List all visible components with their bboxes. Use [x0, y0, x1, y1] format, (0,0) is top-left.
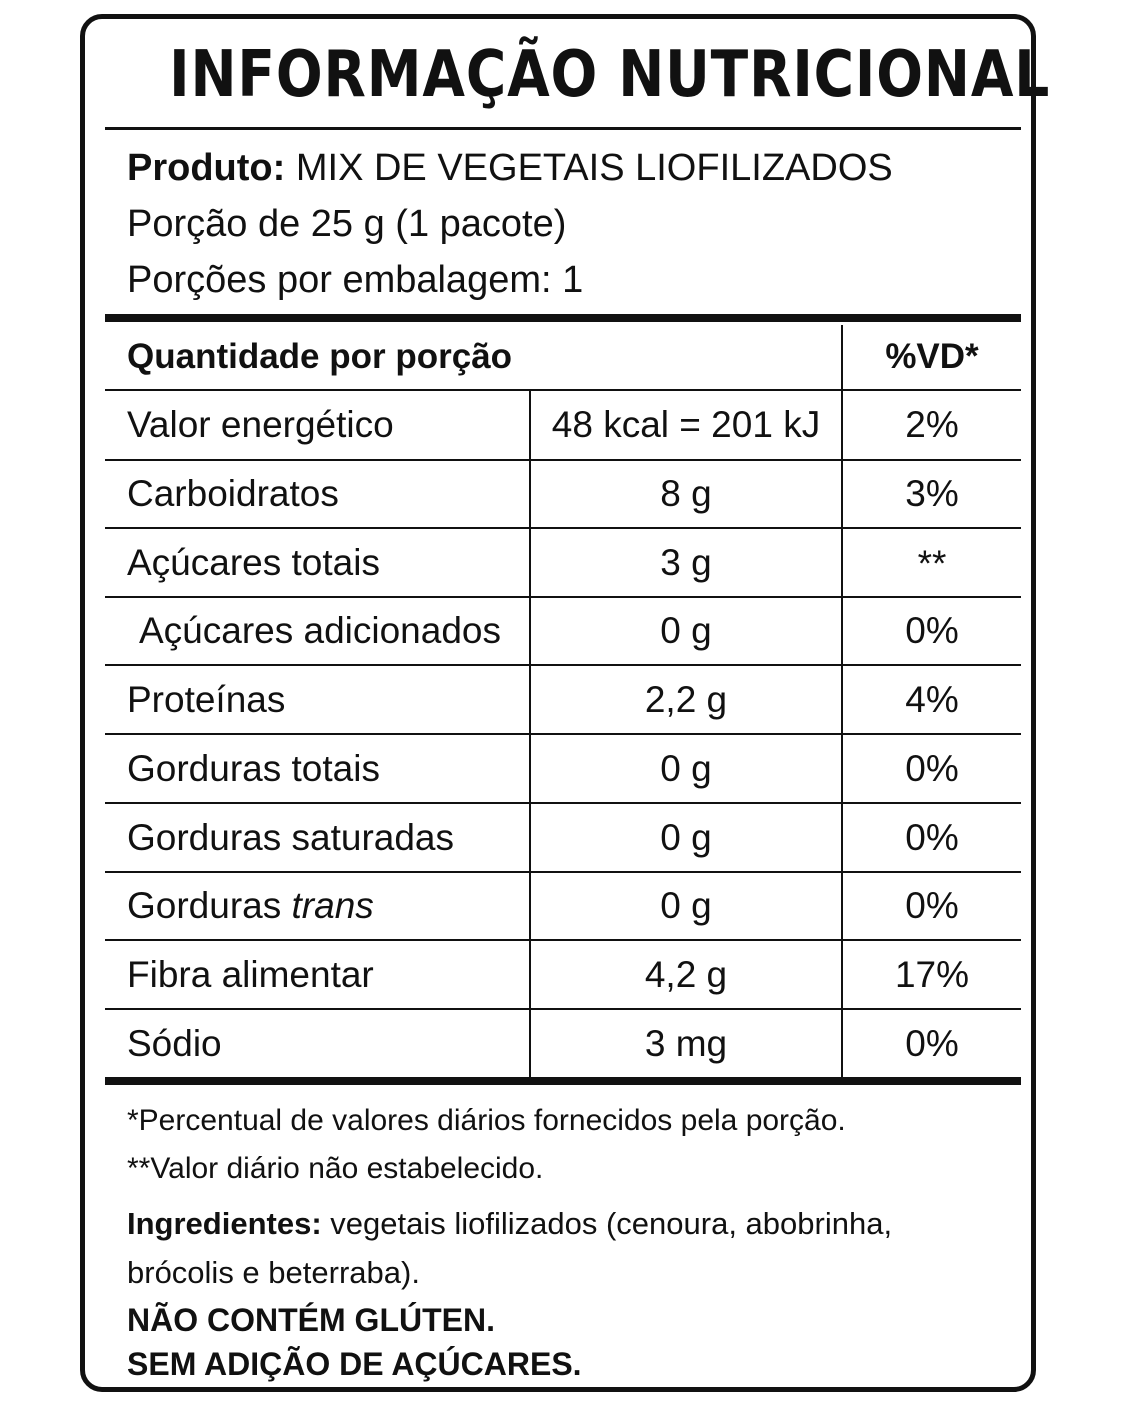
- table-top-rule: [105, 314, 1021, 322]
- nutrient-name: Fibra alimentar: [127, 953, 374, 995]
- nutrient-name: Carboidratos: [127, 473, 339, 514]
- servings-per-package: Porções por embalagem: 1: [127, 259, 584, 301]
- nutrient-name: [127, 873, 374, 939]
- nutrient-amount: 0 g: [529, 598, 841, 664]
- nutrient-vd: 0%: [841, 598, 1021, 664]
- header-quantity-label: Quantidade por porção: [127, 337, 513, 376]
- table-row: [105, 529, 1021, 598]
- table-row: [105, 941, 1021, 1010]
- nutrient-amount: 0 g: [529, 804, 841, 871]
- nutrient-amount: 8 g: [529, 461, 841, 527]
- table-row: [105, 461, 1021, 529]
- table-header-row: [105, 325, 1021, 391]
- nutrient-vd: 0%: [841, 735, 1021, 802]
- title-divider: [105, 127, 1021, 130]
- nutrient-vd: 0%: [841, 873, 1021, 939]
- label-title: INFORMAÇÃO NUTRICIONAL: [169, 38, 1051, 112]
- table-row: [105, 598, 1021, 666]
- table-row: [105, 735, 1021, 804]
- footnote-vd: *Percentual de valores diários fornecidos pela porção.: [127, 1104, 846, 1137]
- ingredients-text: vegetais liofilizados (cenoura, abobrinha,: [330, 1206, 893, 1241]
- ingredients-line: [127, 1204, 892, 1244]
- nutrient-name: Gorduras saturadas: [127, 816, 455, 858]
- product-label: Produto:: [127, 147, 286, 189]
- nutrient-name: Açúcares adicionados: [139, 610, 501, 651]
- nutrient-vd: 17%: [841, 941, 1021, 1008]
- serving-size: Porção de 25 g (1 pacote): [127, 203, 567, 245]
- gluten-notice: NÃO CONTÉM GLÚTEN.: [127, 1302, 495, 1338]
- nutrient-name: Proteínas: [127, 678, 286, 720]
- nutrient-amount: 3 mg: [529, 1010, 841, 1077]
- nutrient-name: Gorduras totais: [127, 747, 380, 789]
- product-name: MIX DE VEGETAIS LIOFILIZADOS: [295, 147, 893, 189]
- table-row: [105, 391, 1021, 461]
- nutrient-name: Sódio: [127, 1022, 222, 1064]
- nutrient-amount: 3 g: [529, 529, 841, 596]
- nutrient-name-italic: trans: [291, 885, 374, 926]
- nutrient-name: Valor energético: [127, 404, 394, 445]
- ingredients-continuation: brócolis e beterraba).: [127, 1255, 420, 1290]
- footnote-not-established: **Valor diário não estabelecido.: [127, 1152, 544, 1185]
- nutrient-name: Açúcares totais: [127, 541, 380, 583]
- nutrient-amount: 48 kcal = 201 kJ: [529, 391, 841, 459]
- product-line: [127, 146, 893, 190]
- nutrient-amount: 2,2 g: [529, 666, 841, 733]
- nutrient-vd: 0%: [841, 804, 1021, 871]
- table-bottom-rule: [105, 1077, 1021, 1085]
- nutrient-vd: **: [841, 529, 1021, 596]
- ingredients-label: Ingredientes:: [127, 1206, 322, 1241]
- table-row: [105, 873, 1021, 941]
- nutrient-amount: 0 g: [529, 873, 841, 939]
- nutrient-vd: 3%: [841, 461, 1021, 527]
- sugar-notice: SEM ADIÇÃO DE AÇÚCARES.: [127, 1346, 582, 1382]
- nutrient-amount: 0 g: [529, 735, 841, 802]
- nutrient-name-prefix: Gorduras: [127, 885, 292, 926]
- table-row: [105, 1010, 1021, 1077]
- nutrient-vd: 4%: [841, 666, 1021, 733]
- nutrient-vd: 0%: [841, 1010, 1021, 1077]
- nutrient-amount: 4,2 g: [529, 941, 841, 1008]
- table-row: [105, 666, 1021, 735]
- nutrient-vd: 2%: [841, 391, 1021, 459]
- header-vd-label: %VD*: [841, 325, 1021, 389]
- table-row: [105, 804, 1021, 873]
